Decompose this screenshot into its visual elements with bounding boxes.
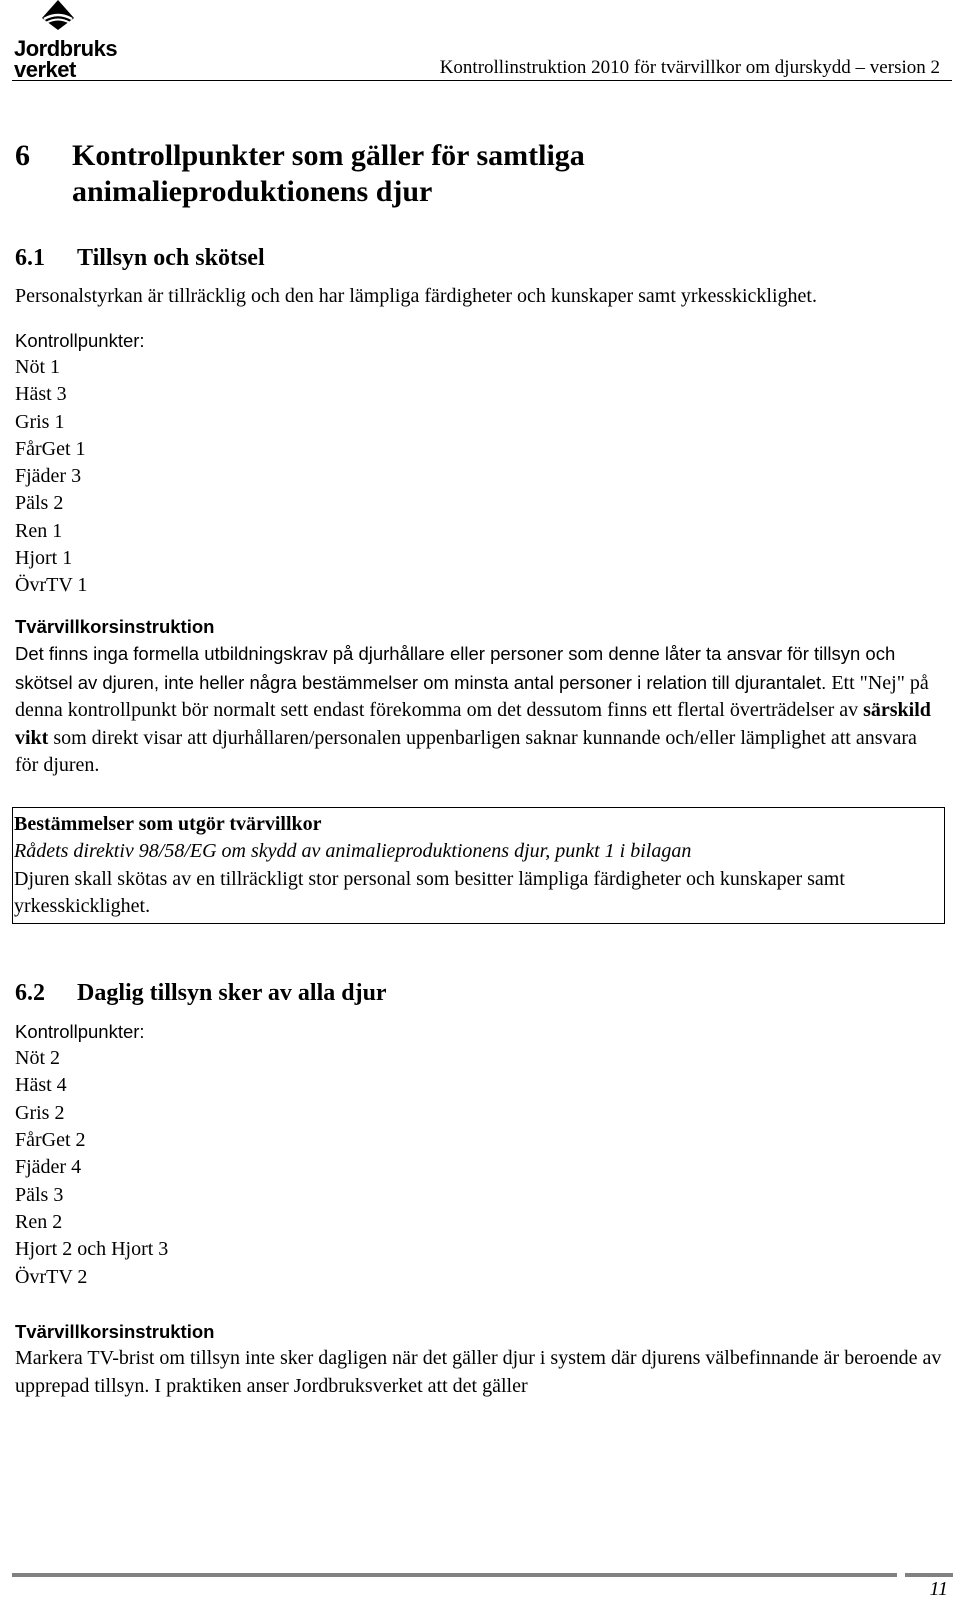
tv-text-part1: Det finns inga formella utbildningskrav på djurhållare eller personer som denne låter ta ansvar för tillsyn och skötsel av djuren, inte heller några bestämmelser om minsta antal personer i relation till djurantalet.	[15, 643, 896, 693]
tv-text-part3: som direkt visar att djurhållaren/personalen uppenbarligen saknar kunnande och/eller lämplighet att ansvara för djuren.	[15, 726, 917, 777]
kontrollpunkter-heading: Kontrollpunkter:	[15, 1020, 145, 1042]
section-6-1-heading	[15, 243, 945, 273]
list-item: ÖvrTV 1	[15, 574, 88, 597]
list-item: Ren 2	[15, 1210, 63, 1233]
section-title: Tillsyn och skötsel	[77, 245, 265, 271]
jordbruksverket-logo	[12, 0, 132, 82]
list-item: Häst 4	[15, 1074, 67, 1097]
section-title	[72, 138, 585, 210]
list-item: Ren 1	[15, 519, 63, 542]
list-item: Hjort 2 och Hjort 3	[15, 1238, 169, 1261]
tv-text-emphasis: särskild vikt	[15, 699, 931, 749]
list-item: FårGet 1	[15, 437, 86, 460]
logo-line2: verket	[14, 57, 76, 82]
intro-paragraph: Personalstyrkan är tillräcklig och den har lämpliga färdigheter och kunskaper samt yrkesskicklighet.	[15, 285, 817, 307]
tvarvillkorsinstruktion-text	[15, 640, 945, 780]
bestammelser-reference: Rådets direktiv 98/58/EG om skydd av animalieproduktionens djur, punkt 1 i bilagan	[14, 840, 692, 863]
tvarvillkorsinstruktion-heading: Tvärvillkorsinstruktion	[15, 1320, 215, 1342]
kontrollpunkter-heading: Kontrollpunkter:	[15, 329, 145, 351]
header-divider	[12, 80, 952, 81]
section-title-line2: animalieproduktionens djur	[72, 175, 433, 208]
tvarvillkorsinstruktion-block	[15, 1318, 945, 1401]
kontrollpunkter-list	[15, 1018, 945, 1291]
page-header	[12, 0, 952, 82]
tvarvillkorsinstruktion-heading: Tvärvillkorsinstruktion	[15, 615, 215, 637]
list-item: ÖvrTV 2	[15, 1265, 88, 1288]
logo-line1: Jordbruks	[14, 36, 118, 61]
logo-text	[14, 38, 117, 80]
tv-text-part2: Ett "Nej" på denna kontrollpunkt bör normalt sett endast förekomma om det dessutom finns ett flertal överträdelser av	[15, 671, 929, 722]
bestammelser-text: Djuren skall skötas av en tillräckligt stor personal som besitter lämpliga färdigheter och kunskaper samt yrkesskicklighet.	[14, 867, 845, 918]
kontrollpunkter-list	[15, 327, 945, 600]
list-item: Hjort 1	[15, 547, 73, 570]
tvarvillkorsinstruktion-text: Markera TV-brist om tillsyn inte sker dagligen när det gäller djur i system där djurens välbefinnande är beroende av upprepad tillsyn. I praktiken anser Jordbruksverket att det gäller	[15, 1347, 942, 1397]
list-item: Nöt 1	[15, 356, 60, 378]
tvarvillkorsinstruktion-block	[15, 613, 945, 780]
list-item: Gris 2	[15, 1101, 65, 1124]
document-title: Kontrollinstruktion 2010 för tvärvillkor om djurskydd – version 2	[439, 57, 940, 78]
section-6-2-heading	[15, 978, 945, 1008]
page-content	[15, 138, 945, 1400]
list-item: Fjäder 3	[15, 465, 82, 488]
footer-divider-short	[905, 1573, 953, 1577]
list-item: FårGet 2	[15, 1129, 86, 1152]
section-title: Daglig tillsyn sker av alla djur	[77, 979, 387, 1006]
list-item: Nöt 2	[15, 1047, 60, 1070]
list-item: Päls 2	[15, 492, 64, 515]
logo-emblem-icon	[38, 0, 78, 40]
list-item: Gris 1	[15, 410, 65, 433]
bestammelser-box	[12, 807, 945, 924]
page-number: 11	[929, 1578, 948, 1600]
section-number: 6.2	[15, 979, 45, 1006]
footer-divider	[12, 1573, 897, 1577]
list-item: Päls 3	[15, 1183, 64, 1206]
list-item: Fjäder 4	[15, 1156, 82, 1179]
section-title-line1: Kontrollpunkter som gäller för samtliga	[72, 139, 585, 172]
list-item: Häst 3	[15, 383, 67, 406]
section-number: 6	[15, 139, 30, 172]
section-6-heading	[15, 138, 945, 210]
bestammelser-heading: Bestämmelser som utgör tvärvillkor	[14, 812, 322, 835]
section-number: 6.1	[15, 245, 45, 271]
